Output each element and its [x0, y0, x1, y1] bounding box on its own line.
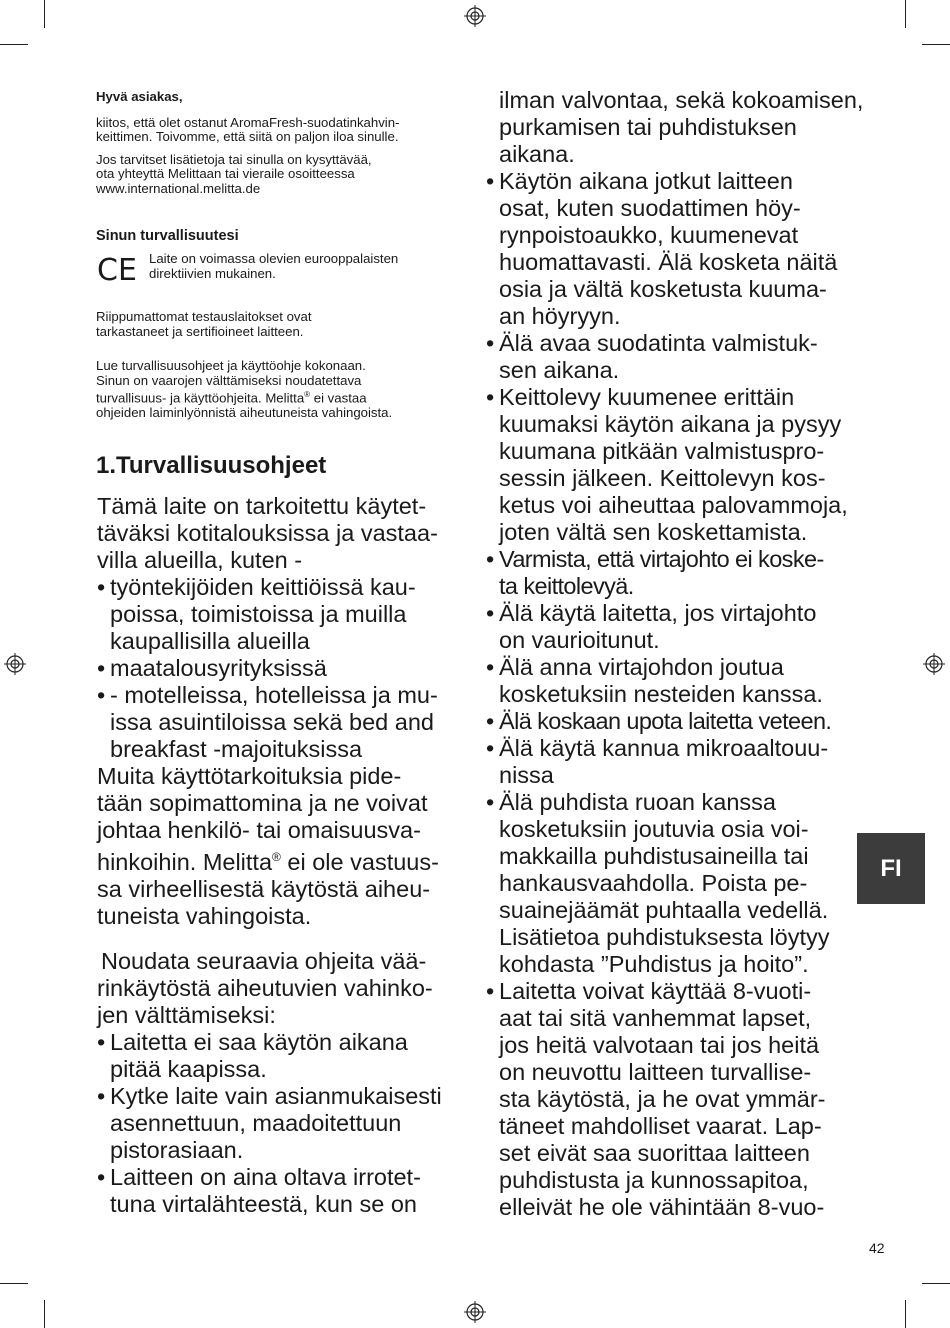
- crop-mark: [922, 44, 950, 45]
- list-item: • maatalousyrityksissä: [97, 655, 327, 681]
- registration-mark-icon: [4, 653, 26, 675]
- left-column-text: Tämä laite on tarkoitettu käytet- täväksi kotitalouksissa ja vastaa- villa alueilla, kuten - • työntekijöiden keittiöissä kau- poissa, toimistoissa ja muilla kaupallisilla alueilla • maatalousyrityksissä • - motelleissa, hotelleissa ja mu- issa asuintiloissa sekä bed and breakfast -majoituksissa Muita käyttötarkoituksia pide- tään sopimattomina ja ne voivat johtaa henkilö- tai omaisuusva- hinkoihin. Melitta® ei ole vastuus- sa virheellisestä käytöstä aiheu- tuneista vahingoista. Noudata seuraavia ohjeita vää- rinkäytöstä aiheutuvien vahinko- jen välttämiseksi: • Laitetta ei saa käytön aikana pitää kaapissa. • Kytke laite vain asianmukaisesti asennettuun, maadoitettuun pistorasiaan. • Laitteen on aina oltava irrotet- tuna virtalähteestä, kun se on: [97, 493, 467, 1218]
- testing-statement: Riippumattomat testauslaitokset ovat tarkastaneet ja sertifioineet laitteen.: [96, 309, 312, 339]
- registration-mark-icon: [464, 5, 486, 27]
- list-item: • Varmista, että virtajohto ei koske- ta keittolevyä.: [486, 546, 824, 599]
- list-item: • Älä koskaan upota laitetta veteen.: [486, 708, 832, 734]
- safety-block: [96, 229, 466, 244]
- list-item: • Keittolevy kuumenee erittäin kuumaksi käytön aikana ja pysyy kuumana pitkään valmistuspro- sessin jälkeen. Keittolevyn kos- ketus voi aiheuttaa palovammoja, joten vältä sen koskettamista.: [486, 384, 848, 545]
- read-instructions: Lue turvallisuusohjeet ja käyttöohje kokonaan. Sinun on vaarojen välttämiseksi noudatettava turvallisuus- ja käyttöohjeita. Melitta® ei vastaa ohjeiden laiminlyönnistä aiheutuneista vahingoista.: [96, 358, 393, 420]
- list-item: • - motelleissa, hotelleissa ja mu- issa asuintiloissa sekä bed and breakfast -majoituksissa: [97, 682, 438, 762]
- right-column-text: ilman valvontaa, sekä kokoamisen, purkamisen tai puhdistuksen aikana. • Käytön aikana jotkut laitteen osat, kuten suodattimen höy- rynpoistoaukko, kuumenevat huomattavasti. Älä kosketa näitä osia ja vältä kosketusta kuuma- an höyryyn. • Älä avaa suodatinta valmistuk- sen aikana. • Keittolevy kuumenee erittäin kuumaksi käytön aikana ja pysyy kuumana pitkään valmistuspro- sessin jälkeen. Keittolevyn kos- ketus voi aiheuttaa palovammoja, joten vältä sen koskettamista. • Varmista, että virtajohto ei koske- ta keittolevyä. • Älä käytä laitetta, jos virtajohto on vaurioitunut. • Älä anna virtajohdon joutua kosketuksiin nesteiden kanssa. • Älä koskaan upota laitetta veteen. • Älä käytä kannua mikroaaltouu- nissa • Älä puhdista ruoan kanssa kosketuksiin joutuvia osia voi- makkailla puhdistusaineilla tai hankausvaahdolla. Poista pe- suainejäämät puhtaalla vedellä. Lisätietoa puhdistuksesta löytyy kohdasta ”Puhdistus ja hoito”. • Laitetta voivat käyttää 8-vuoti- aat tai sitä vanhemmat lapset, jos heitä valvotaan tai jos heitä on neuvottu laitteen turvallise- sta käytöstä, ja he ovat ymmär- täneet mahdolliset vaarat. Lap- set eivät saa suorittaa laitteen puhdistusta ja kunnossapitoa, elleivät he ole vähintään 8-vuo-: [486, 87, 864, 1220]
- crop-mark: [44, 0, 45, 28]
- list-item: • Älä käytä laitetta, jos virtajohto on vaurioitunut.: [486, 600, 817, 653]
- list-item: • Älä avaa suodatinta valmistuk- sen aikana.: [486, 330, 818, 383]
- list-item: • Älä puhdista ruoan kanssa kosketuksiin joutuvia osia voi- makkailla puhdistusaineilla tai hankausvaahdolla. Poista pe- suainejäämät puhtaalla vedellä. Lisätietoa puhdistuksesta löytyy kohdasta ”Puhdistus ja hoito”.: [486, 789, 830, 977]
- crop-mark: [0, 44, 28, 45]
- list-item: • Kytke laite vain asianmukaisesti asennettuun, maadoitettuun pistorasiaan.: [97, 1082, 442, 1163]
- list-item: • työntekijöiden keittiöissä kau- poissa, toimistoissa ja muilla kaupallisilla alueilla: [97, 574, 416, 654]
- greeting: Hyvä asiakas,: [96, 89, 183, 104]
- list-item: • Älä anna virtajohdon joutua kosketuksiin nesteiden kanssa.: [486, 654, 823, 707]
- crop-mark: [922, 1283, 950, 1284]
- list-item: • Laitetta voivat käyttää 8-vuoti- aat tai sitä vanhemmat lapset, jos heitä valvotaan tai jos heitä on neuvottu laitteen turvallise- sta käytöstä, ja he ovat ymmär- täneet mahdolliset vaarat. Lap- set eivät saa suorittaa laitteen puhdistusta ja kunnossapitoa, elleivät he ole vähintään 8-vuo-: [486, 978, 826, 1220]
- list-item: • Laitteen on aina oltava irrotet- tuna virtalähteestä, kun se on: [97, 1163, 421, 1217]
- crop-mark: [44, 1300, 45, 1328]
- crop-mark: [0, 1283, 28, 1284]
- section-heading: 1.Turvallisuusohjeet: [96, 452, 327, 479]
- safety-title: Sinun turvallisuutesi: [96, 228, 239, 244]
- contact-paragraph: Jos tarvitset lisätietoja tai sinulla on kysyttävää, ota yhteyttä Melittaan tai vieraile osoitteessa www.international.melitta.de: [96, 151, 372, 196]
- intro-paragraph: kiitos, että olet ostanut AromaFresh-suodatinkahvin- keittimen. Toivomme, että siitä on paljon iloa sinulle.: [96, 114, 400, 144]
- page-number: 42: [869, 1240, 885, 1256]
- crop-mark: [905, 0, 906, 28]
- ce-statement: Laite on voimassa olevien eurooppalaisten direktiivien mukainen.: [149, 251, 399, 281]
- crop-mark: [905, 1300, 906, 1328]
- registration-mark-icon: [923, 653, 945, 675]
- list-item: • Laitetta ei saa käytön aikana pitää kaapissa.: [97, 1028, 408, 1082]
- registration-mark-icon: [464, 1301, 486, 1323]
- list-item: • Älä käytä kannua mikroaaltouu- nissa: [486, 735, 829, 788]
- list-item: • Käytön aikana jotkut laitteen osat, kuten suodattimen höy- rynpoistoaukko, kuumenevat huomattavasti. Älä kosketa näitä osia ja vältä kosketusta kuuma- an höyryyn.: [486, 168, 838, 329]
- ce-mark-icon: [97, 254, 143, 284]
- language-tab: FI: [857, 833, 925, 904]
- intro-block: [96, 90, 466, 196]
- svg-text:CE: CE: [97, 254, 137, 284]
